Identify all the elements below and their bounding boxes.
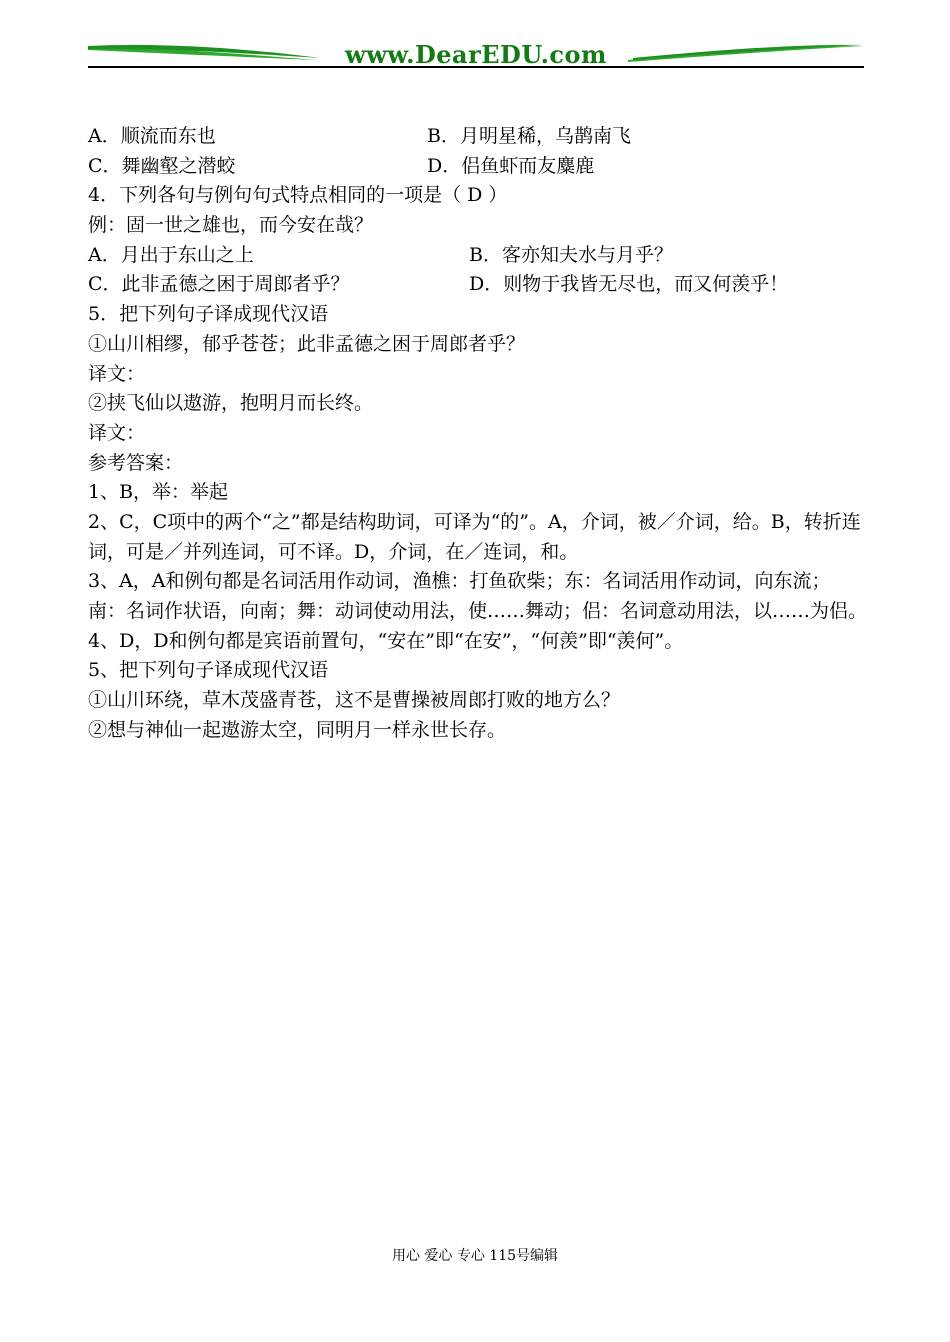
q4-example: 例：固一世之雄也，而今安在哉？ — [88, 214, 374, 237]
q4-option-d: D．则物于我皆无尽也，而又何羡乎！ — [469, 273, 789, 296]
q4-option-b: B．客亦知夫水与月乎？ — [469, 243, 673, 266]
q3-option-c: C．舞幽壑之潜蛟 — [88, 154, 236, 177]
q3-options-row2 — [88, 152, 868, 182]
q5-stem: 5．把下列句子译成现代汉语 — [88, 303, 329, 326]
q3-option-b: B．月明星稀，乌鹊南飞 — [427, 125, 631, 147]
answer-heading: 参考答案： — [88, 451, 184, 474]
q5-translation-label1: 译文： — [88, 362, 146, 385]
document-body — [88, 122, 868, 746]
site-logo-text: www.DearEDU.com — [345, 40, 607, 69]
q3-option-d: D．侣鱼虾而友麋鹿 — [427, 154, 595, 177]
q4-option-a: A．月出于东山之上 — [88, 243, 254, 266]
answer-5-heading: 5、把下列句子译成现代汉语 — [88, 659, 329, 682]
answer-1: 1、B，举：举起 — [88, 481, 229, 504]
answer-4: 4、D，D和例句都是宾语前置句，“安在”即“在安”，“何羡”即“羡何”。 — [88, 629, 684, 652]
answer-3: 3、A，A和例句都是名词活用作动词，渔樵：打鱼砍柴；东：名词活用作动词，向东流；南：名词作状语，向南；舞：动词使动用法，使……舞动；侣：名词意动用法，以……为侣。 — [88, 570, 868, 623]
page-footer: 用心 爱心 专心 115号编辑 — [391, 1248, 559, 1264]
answer-5-item1: ①山川环绕，草木茂盛青苍，这不是曹操被周郎打败的地方么？ — [88, 689, 621, 712]
q4-stem: 4．下列各句与例句句式特点相同的一项是（ D ） — [88, 184, 508, 207]
q4-options-row1 — [88, 241, 868, 271]
answer-2: 2、C，C项中的两个“之”都是结构助词，可译为“的”。A，介词，被／介词，给。B，转折连词，可是／并列连词，可不译。D，介词，在／连词，和。 — [88, 510, 861, 563]
q3-options-row1 — [88, 122, 868, 152]
q5-item1: ①山川相缪，郁乎苍苍；此非孟德之困于周郎者乎？ — [88, 332, 526, 355]
q3-option-a: A．顺流而东也 — [88, 125, 216, 147]
q4-option-c: C．此非孟德之困于周郎者乎？ — [88, 273, 350, 296]
q4-options-row2 — [88, 270, 868, 300]
answer-5-item2: ②想与神仙一起遨游太空，同明月一样永世长存。 — [88, 718, 507, 741]
q5-translation-label2: 译文： — [88, 421, 146, 444]
page-header — [88, 36, 864, 72]
q5-item2: ②挟飞仙以遨游，抱明月而长终。 — [88, 392, 374, 415]
